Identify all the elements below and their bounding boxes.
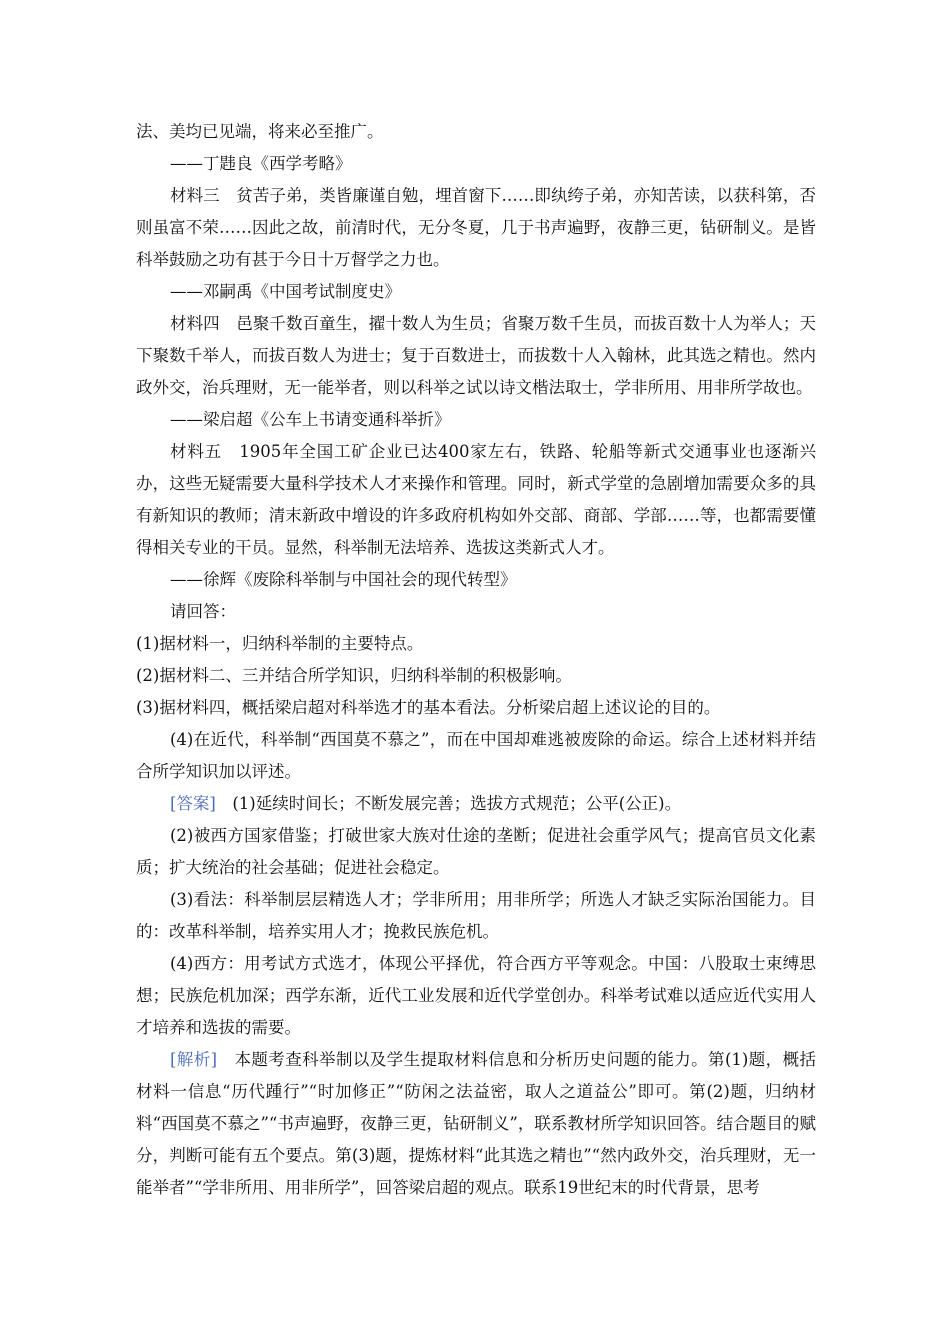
source-citation: ——徐辉《废除科举制与中国社会的现代转型》 [170,570,517,589]
source-citation: ——邓嗣禹《中国考试制度史》 [170,282,401,301]
answer-1-text: (1)延续时间长；不断发展完善；选拔方式规范；公平(公正)。 [215,794,682,813]
material-three: 材料三 贫苦子弟，类皆廉谨自勉，埋首窗下……即纨绔子弟，亦知苦读，以获科第，否则虽富不荣……因此之故，前清时代，无分冬夏，几于书声遍野，夜静三更，钻研制义。是皆科举鼓励之功有甚于今日十万督学之力也。 [136,186,816,269]
analysis-text: 本题考查科举制以及学生提取材料信息和分析历史问题的能力。第(1)题，概括材料一信息“历代踵行”“时加修正”“防闲之法益密，取人之道益公”即可。第(2)题，归纳材料“西国莫不慕之”“书声遍野，夜静三更，钻研制义”，联系教材所学知识回答。结合题目的赋分，判断可能有五个要点。第(3)题，提炼材料“此其选之精也”“然内政外交，治兵理财，无一能举者”“学非所用、用非所学”，回答梁启超的观点。联系19世纪末的时代背景，思考 [136,1050,817,1197]
answer-2: (2)被西方国家借鉴；打破世家大族对仕途的垄断；促进社会重学风气；提高官员文化素质；扩大统治的社会基础；促进社会稳定。 [136,826,816,877]
question-4: (4)在近代，科举制“西国莫不慕之”，而在中国却难逃被废除的命运。综合上述材料并结合所学知识加以评述。 [136,730,816,781]
question-3: (3)据材料四，概括梁启超对科举选才的基本看法。分析梁启超上述议论的目的。 [136,698,721,717]
analysis-tag: [解析] [170,1050,218,1069]
question-prompt: 请回答： [170,602,236,621]
analysis [136,1044,816,1204]
answer-4: (4)西方：用考试方式选才，体现公平择优，符合西方平等观念。中国：八股取士束缚思想；民族危机加深；西学东渐，近代工业发展和近代学堂创办。科举考试难以适应近代实用人才培养和选拔的需要。 [136,954,816,1037]
answer-1 [136,788,816,820]
document-body [136,116,816,1204]
material-four: 材料四 邑聚千数百童生，擢十数人为生员；省聚万数千生员，而拔百数十人为举人；天下聚数千举人，而拔百数人为进士；复于百数进士，而拔数十人入翰林，此其选之精也。然内政外交，治兵理财，无一能举者，则以科举之试以诗文楷法取士，学非所用、用非所学故也。 [136,314,816,397]
question-1: (1)据材料一，归纳科举制的主要特点。 [136,634,424,653]
material-five: 材料五 1905年全国工矿企业已达400家左右，铁路、轮船等新式交通事业也逐渐兴办，这些无疑需要大量科学技术人才来操作和管理。同时，新式学堂的急剧增加需要众多的具有新知识的教师；清末新政中增设的许多政府机构如外交部、商部、学部……等，也都需要懂得相关专业的干员。显然，科举制无法培养、选拔这类新式人才。 [136,442,816,557]
answer-tag: [答案] [170,794,216,813]
paragraph-continuation: 法、美均已见端，将来必至推广。 [136,122,384,141]
source-citation: ——丁韪良《西学考略》 [170,154,352,173]
answer-3: (3)看法：科举制层层精选人才；学非所用；用非所学；所选人才缺乏实际治国能力。目的：改革科举制，培养实用人才；挽救民族危机。 [136,890,816,941]
question-2: (2)据材料二、三并结合所学知识，归纳科举制的积极影响。 [136,666,572,685]
source-citation: ——梁启超《公车上书请变通科举折》 [170,410,451,429]
